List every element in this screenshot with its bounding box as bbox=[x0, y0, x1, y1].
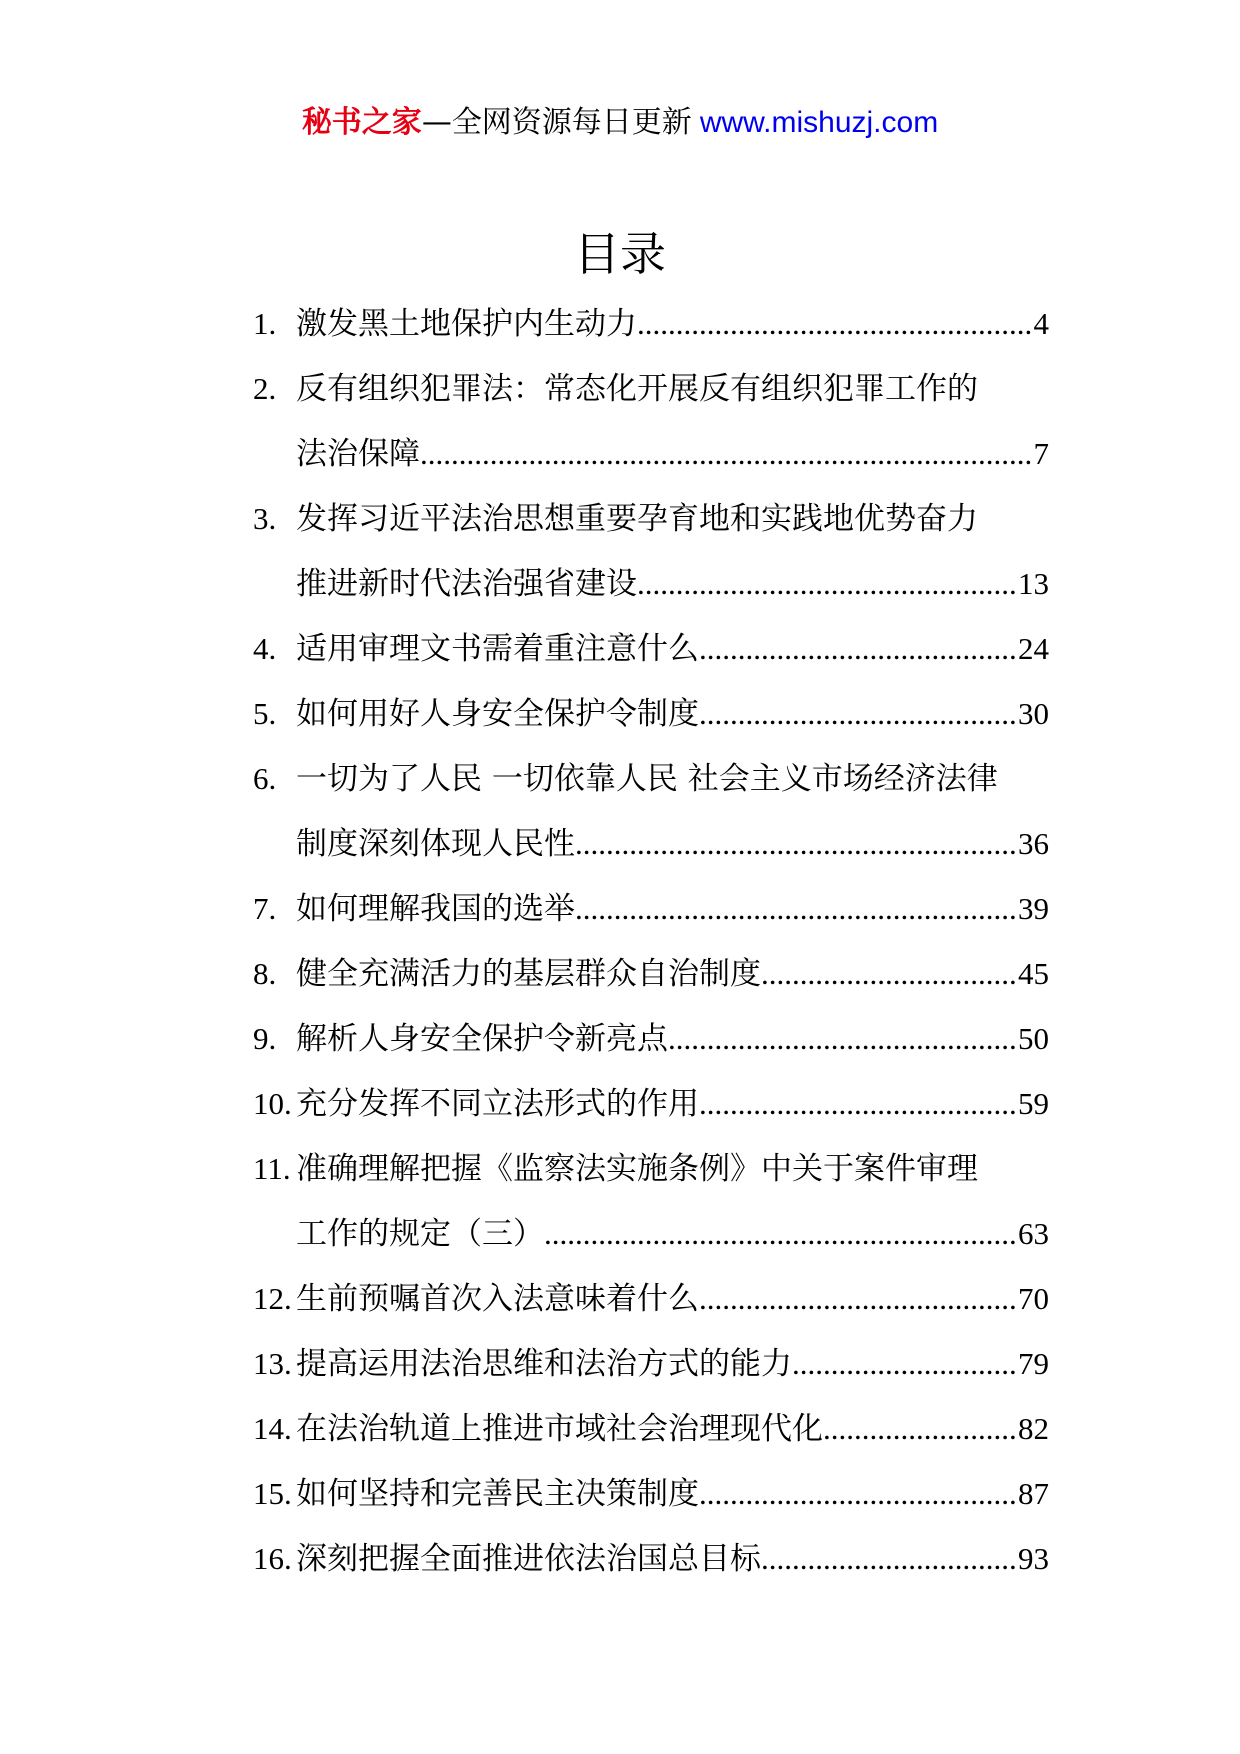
toc-page-number: 13 bbox=[1018, 566, 1049, 601]
toc-entry-number: 14. bbox=[253, 1411, 292, 1446]
toc-dot-leader bbox=[420, 421, 1034, 486]
toc-dot-leader bbox=[575, 876, 1018, 941]
toc-entry[interactable] bbox=[253, 876, 1049, 941]
toc-page-number: 24 bbox=[1018, 631, 1049, 666]
toc-entry-line bbox=[253, 1071, 1049, 1136]
toc-dot-leader bbox=[761, 1526, 1018, 1591]
toc-page-number: 7 bbox=[1033, 436, 1049, 471]
toc-entry-line bbox=[253, 421, 1049, 486]
toc-entry-title: 反有组织犯罪法：常态化开展反有组织犯罪工作的 bbox=[296, 371, 978, 407]
toc-entry-title: 一切为了人民 一切依靠人民 社会主义市场经济法律 bbox=[296, 761, 998, 797]
toc-entry-number: 15. bbox=[253, 1476, 292, 1511]
toc-dot-leader bbox=[668, 1006, 1018, 1071]
toc-entry[interactable] bbox=[253, 616, 1049, 681]
toc-entry-line bbox=[253, 1266, 1049, 1331]
toc-entry-line bbox=[253, 746, 1049, 811]
toc-dot-leader bbox=[637, 291, 1034, 356]
toc-page-number: 82 bbox=[1018, 1411, 1049, 1446]
toc-entry-title: 准确理解把握《监察法实施条例》中关于案件审理 bbox=[296, 1151, 978, 1187]
toc-entry-line bbox=[253, 811, 1049, 876]
toc-entry[interactable] bbox=[253, 1136, 1049, 1266]
toc-entry-number: 5. bbox=[253, 696, 277, 731]
toc-entry-number: 13. bbox=[253, 1346, 292, 1381]
toc-dot-leader bbox=[823, 1396, 1018, 1461]
toc-dot-leader bbox=[544, 1201, 1018, 1266]
toc-page-number: 70 bbox=[1018, 1281, 1049, 1316]
toc-entry-number: 4. bbox=[253, 631, 277, 666]
toc-entry-title: 充分发挥不同立法形式的作用 bbox=[296, 1086, 699, 1122]
toc-entry-line bbox=[253, 356, 1049, 421]
toc-entry-line bbox=[253, 1461, 1049, 1526]
toc-entry[interactable] bbox=[253, 1331, 1049, 1396]
toc-entry-line bbox=[253, 486, 1049, 551]
toc-entry[interactable] bbox=[253, 1396, 1049, 1461]
toc-page-number: 50 bbox=[1018, 1021, 1049, 1056]
brand-name: 秘书之家 bbox=[301, 105, 422, 140]
toc-entry-number: 2. bbox=[253, 371, 277, 406]
toc-page-number: 36 bbox=[1018, 826, 1049, 861]
toc-entry-number: 7. bbox=[253, 891, 277, 926]
site-header bbox=[0, 98, 1240, 148]
toc-page-number: 30 bbox=[1018, 696, 1049, 731]
toc-entry-line bbox=[253, 1396, 1049, 1461]
toc-entry[interactable] bbox=[253, 291, 1049, 356]
toc-entry-title: 如何理解我国的选举 bbox=[296, 891, 575, 927]
toc-entry[interactable] bbox=[253, 681, 1049, 746]
toc-page-number: 79 bbox=[1018, 1346, 1049, 1381]
toc-entry-number: 6. bbox=[253, 761, 277, 796]
toc-entry-number: 8. bbox=[253, 956, 277, 991]
toc-entry-line bbox=[253, 681, 1049, 746]
toc-page-number: 93 bbox=[1018, 1541, 1049, 1576]
toc-list bbox=[253, 291, 1049, 1591]
toc-entry-title: 激发黑土地保护内生动力 bbox=[296, 306, 637, 342]
toc-entry[interactable] bbox=[253, 356, 1049, 486]
toc-entry-title: 在法治轨道上推进市域社会治理现代化 bbox=[296, 1411, 823, 1447]
toc-entry-title: 如何坚持和完善民主决策制度 bbox=[296, 1476, 699, 1512]
toc-entry-line bbox=[253, 876, 1049, 941]
toc-page-number: 63 bbox=[1018, 1216, 1049, 1251]
toc-entry-number: 16. bbox=[253, 1541, 292, 1576]
toc-page-number: 59 bbox=[1018, 1086, 1049, 1121]
toc-entry[interactable] bbox=[253, 1461, 1049, 1526]
toc-dot-leader bbox=[699, 1071, 1018, 1136]
toc-entry-title-continued: 工作的规定（三） bbox=[296, 1216, 544, 1252]
header-tagline: —全网资源每日更新 bbox=[421, 105, 692, 140]
site-url-link[interactable]: www.mishuzj.com bbox=[699, 106, 939, 139]
toc-dot-leader bbox=[637, 551, 1018, 616]
toc-page-number: 87 bbox=[1018, 1476, 1049, 1511]
toc-entry-title-continued: 制度深刻体现人民性 bbox=[296, 826, 575, 862]
toc-entry-title: 提高运用法治思维和法治方式的能力 bbox=[296, 1346, 792, 1382]
toc-entry-number: 12. bbox=[253, 1281, 292, 1316]
toc-entry-title: 发挥习近平法治思想重要孕育地和实践地优势奋力 bbox=[296, 501, 978, 537]
toc-entry-line bbox=[253, 1136, 1049, 1201]
toc-dot-leader bbox=[699, 1461, 1018, 1526]
toc-entry-title: 生前预嘱首次入法意味着什么 bbox=[296, 1281, 699, 1317]
toc-entry[interactable] bbox=[253, 1071, 1049, 1136]
toc-entry-line bbox=[253, 291, 1049, 356]
toc-page-number: 4 bbox=[1033, 306, 1049, 341]
toc-dot-leader bbox=[699, 616, 1018, 681]
toc-dot-leader bbox=[699, 1266, 1018, 1331]
toc-entry-title: 如何用好人身安全保护令制度 bbox=[296, 696, 699, 732]
toc-entry-title: 适用审理文书需着重注意什么 bbox=[296, 631, 699, 667]
toc-entry-number: 11. bbox=[253, 1151, 291, 1186]
toc-entry-line bbox=[253, 616, 1049, 681]
toc-entry-line bbox=[253, 1526, 1049, 1591]
toc-entry-title-continued: 法治保障 bbox=[296, 436, 420, 472]
toc-dot-leader bbox=[699, 681, 1018, 746]
toc-entry-number: 3. bbox=[253, 501, 277, 536]
toc-page-number: 39 bbox=[1018, 891, 1049, 926]
toc-entry[interactable] bbox=[253, 1266, 1049, 1331]
toc-entry-title: 解析人身安全保护令新亮点 bbox=[296, 1021, 668, 1057]
toc-entry-number: 10. bbox=[253, 1086, 292, 1121]
toc-entry-number: 9. bbox=[253, 1021, 277, 1056]
toc-dot-leader bbox=[575, 811, 1018, 876]
toc-page-number: 45 bbox=[1018, 956, 1049, 991]
toc-entry-line bbox=[253, 1201, 1049, 1266]
toc-entry-line bbox=[253, 1006, 1049, 1071]
toc-title: 目录 bbox=[574, 227, 666, 281]
toc-entry-line bbox=[253, 1331, 1049, 1396]
toc-entry[interactable] bbox=[253, 1526, 1049, 1591]
toc-entry-line bbox=[253, 551, 1049, 616]
toc-entry-number: 1. bbox=[253, 306, 277, 341]
toc-dot-leader bbox=[792, 1331, 1018, 1396]
toc-entry[interactable] bbox=[253, 941, 1049, 1006]
toc-entry[interactable] bbox=[253, 1006, 1049, 1071]
toc-entry-title-continued: 推进新时代法治强省建设 bbox=[296, 566, 637, 602]
toc-entry-title: 健全充满活力的基层群众自治制度 bbox=[296, 956, 761, 992]
toc-entry[interactable] bbox=[253, 746, 1049, 876]
toc-entry[interactable] bbox=[253, 486, 1049, 616]
toc-entry-title: 深刻把握全面推进依法治国总目标 bbox=[296, 1541, 761, 1577]
toc-entry-line bbox=[253, 941, 1049, 1006]
toc-dot-leader bbox=[761, 941, 1018, 1006]
